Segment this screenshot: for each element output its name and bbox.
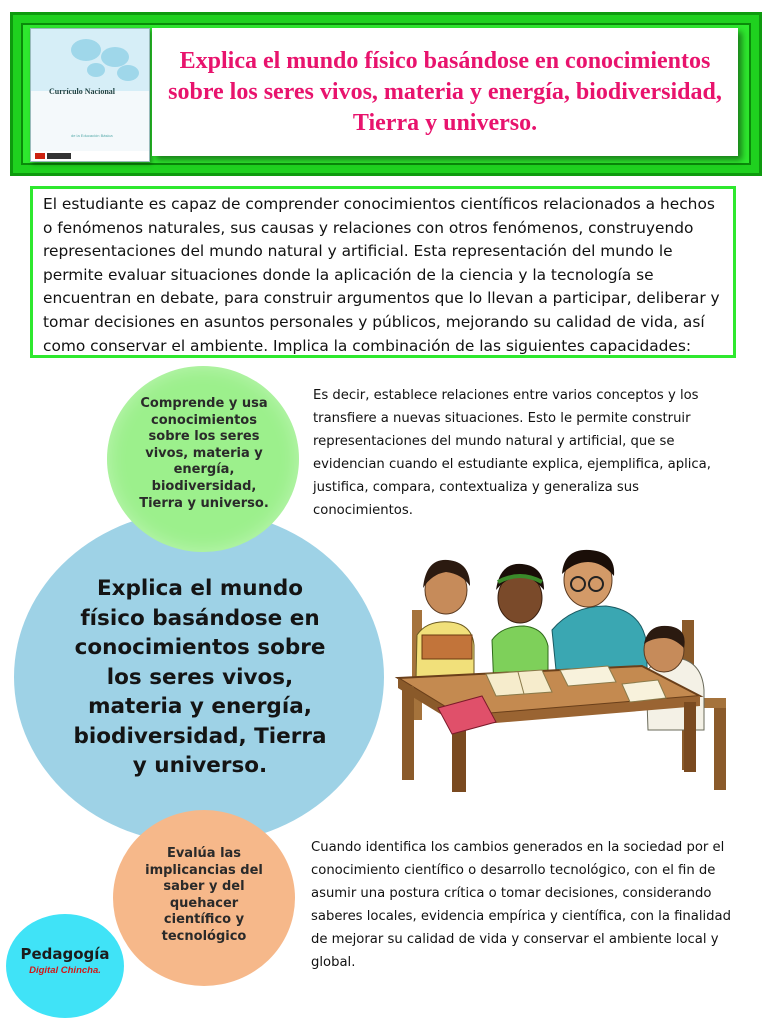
capacity-1-text: Comprende y usa conocimientos sobre los seres vivos, materia y energía, biodiversidad, Tierra y universo. bbox=[139, 396, 269, 511]
logo-subtitle: Digital Chincha. bbox=[29, 965, 101, 976]
logo-title: Pedagogía bbox=[20, 945, 110, 963]
chair-leg bbox=[714, 700, 726, 790]
cover-subtitle: de la Educación Básica bbox=[71, 133, 113, 138]
ministry-logo-icon bbox=[47, 153, 71, 159]
cover-map-graphic bbox=[31, 29, 149, 91]
intro-box bbox=[30, 186, 736, 358]
cover-title: Currículo Nacional bbox=[49, 87, 115, 96]
title-box bbox=[152, 28, 738, 156]
paper bbox=[622, 680, 666, 702]
competence-text: Explica el mundo físico basándose en conocimientos sobre los seres vivos, materia y energía, biodiversidad, Tierra y universo. bbox=[73, 576, 327, 778]
capacity-1-description: Es decir, establece relaciones entre varios conceptos y los transfiere a nuevas situaciones. Esto le permite construir representaciones del mundo natural y artificial, que se evidencian cuando el estudiante explica, ejemplifica, aplica, justifica, compara, contextualiza y generaliza sus conocimientos. bbox=[313, 388, 711, 518]
peru-flag-icon bbox=[35, 153, 45, 159]
students-illustration bbox=[392, 540, 744, 796]
book bbox=[422, 635, 472, 659]
paper bbox=[560, 666, 616, 686]
capacity-2-description: Cuando identifica los cambios generados en la sociedad por el conocimiento científico o desarrollo tecnológico, con el fin de asumir una postura crítica o tomar decisiones, considerando saberes locales, evidencia empírica y científica, con la finalidad de mejorar su calidad de vida y conservar el ambiente local y global. bbox=[311, 840, 731, 970]
capacity-2-text: Evalúa las implicancias del saber y del quehacer científico y tecnológico bbox=[145, 846, 263, 944]
table-leg bbox=[402, 686, 414, 780]
table-leg bbox=[684, 702, 696, 772]
curriculum-cover-image bbox=[30, 28, 150, 162]
intro-paragraph: El estudiante es capaz de comprender conocimientos científicos relacionados a hechos o fenómenos naturales, sus causas y relaciones con otros fenómenos, construyendo representaciones del mundo natural y artificial. Esta representación del mundo le permite evaluar situaciones donde la aplicación de la ciencia y la tecnología se encuentran en debate, para construir argumentos que lo llevan a participar, deliberar y tomar decisiones en asuntos personales y públicos, mejorando su calidad de vida, así como conservar el ambiente. Implica la combinación de las siguientes capacidades: bbox=[43, 195, 720, 355]
page-title: Explica el mundo físico basándose en conocimientos sobre los seres vivos, materia y energía, biodiversidad, Tierra y universo. bbox=[168, 48, 722, 136]
